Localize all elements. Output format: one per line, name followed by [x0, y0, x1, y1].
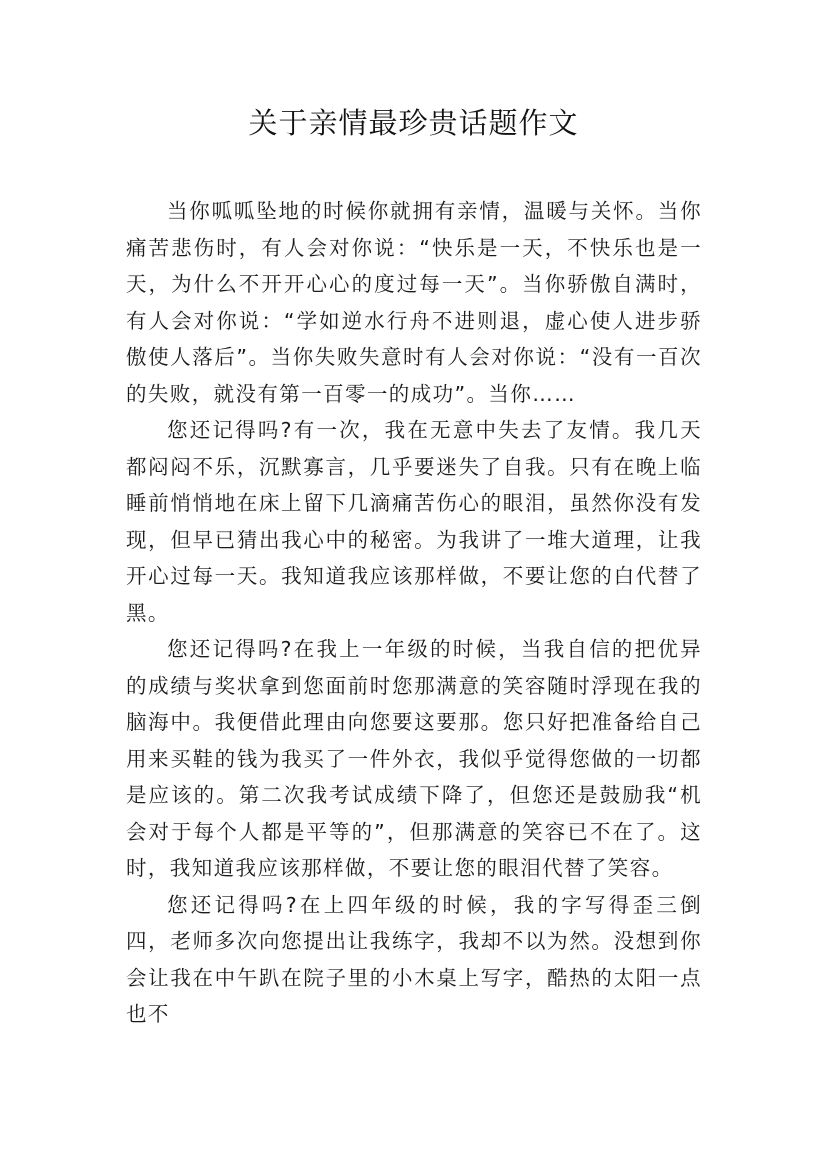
- paragraph: 当你呱呱坠地的时候你就拥有亲情，温暖与关怀。当你痛苦悲伤时，有人会对你说：“快乐是一天，不快乐也是一天，为什么不开开心心的度过每一天”。当你骄傲自满时，有人会对你说：“学如逆水行舟不进则退，虚心使人进步骄傲使人落后”。当你失败失意时有人会对你说：“没有一百次的失败，就没有第一百零一的成功”。当你……: [126, 199, 702, 406]
- paragraph: 您还记得吗?在我上一年级的时候，当我自信的把优异的成绩与奖状拿到您面前时您那满意的笑容随时浮现在我的脑海中。我便借此理由向您要这要那。您只好把准备给自己用来买鞋的钱为我买了一件外衣，我似乎觉得您做的一切都是应该的。第二次我考试成绩下降了，但您还是鼓励我“机会对于每个人都是平等的”，但那满意的笑容已不在了。这时，我知道我应该那样做，不要让您的眼泪代替了笑容。: [126, 637, 702, 880]
- document-title: 关于亲情最珍贵话题作文: [248, 106, 579, 140]
- paragraph: 您还记得吗?有一次，我在无意中失去了友情。我几天都闷闷不乐，沉默寡言，几乎要迷失了自我。只有在晚上临睡前悄悄地在床上留下几滴痛苦伤心的眼泪，虽然你没有发现，但早已猜出我心中的秘密。为我讲了一堆大道理，让我开心过每一天。我知道我应该那样做，不要让您的白代替了黑。: [126, 418, 702, 625]
- paragraph: 您还记得吗?在上四年级的时候，我的字写得歪三倒四，老师多次向您提出让我练字，我却不以为然。没想到你会让我在中午趴在院子里的小木桌上写字，酷热的太阳一点也不: [126, 892, 702, 1026]
- document-body: [126, 193, 702, 1033]
